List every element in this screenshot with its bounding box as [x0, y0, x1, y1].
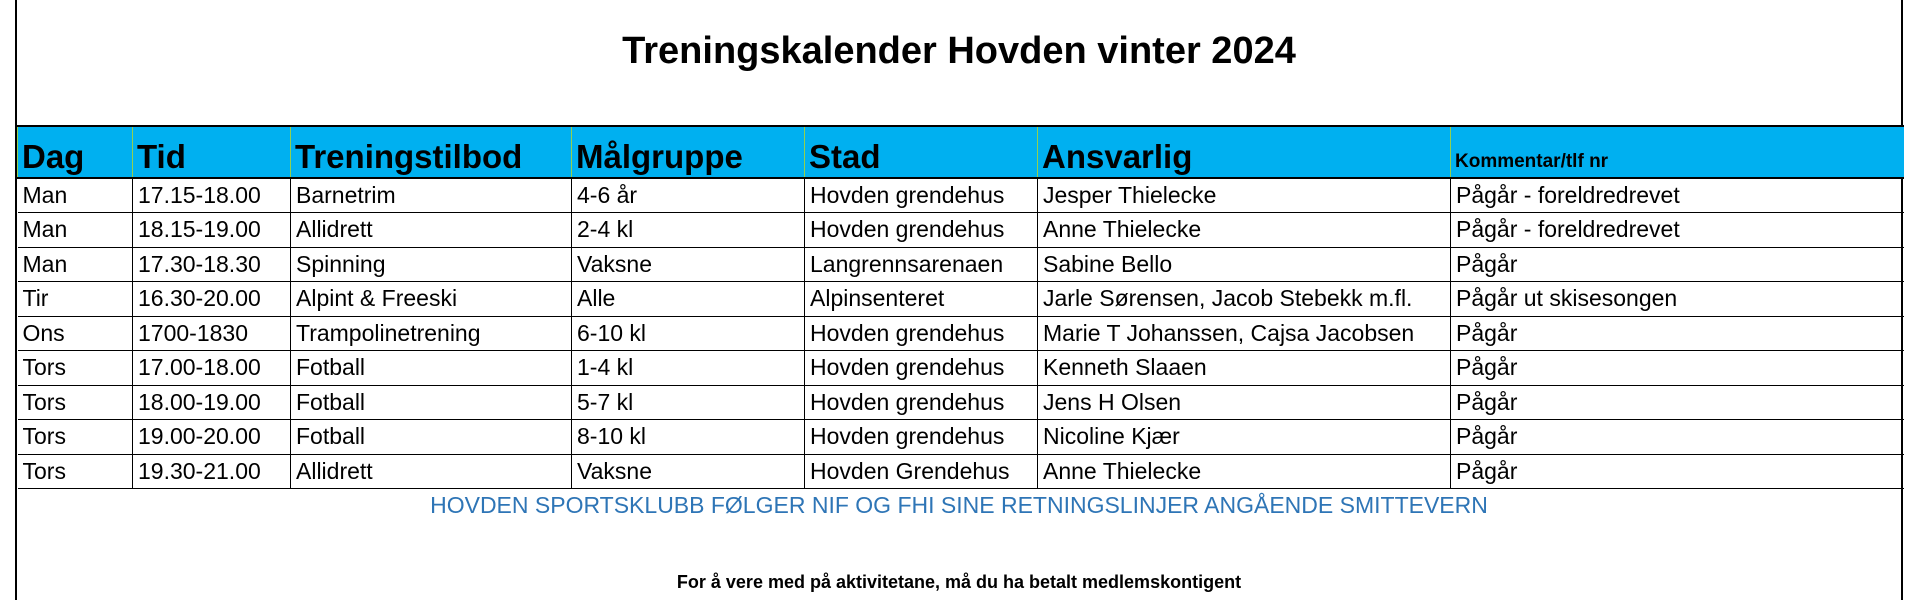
cell-tid: 17.00-18.00: [133, 351, 291, 386]
cell-stad: Hovden Grendehus: [805, 454, 1038, 489]
cell-malgruppe: Alle: [572, 282, 805, 317]
cell-treningstilbod: Barnetrim: [291, 178, 572, 213]
cell-treningstilbod: Alpint & Freeski: [291, 282, 572, 317]
cell-kommentar: Pågår: [1451, 420, 1904, 455]
cell-dag: Ons: [18, 316, 133, 351]
cell-tid: 18.00-19.00: [133, 385, 291, 420]
cell-ansvarlig: Jesper Thielecke: [1038, 178, 1451, 213]
cell-dag: Man: [18, 213, 133, 248]
cell-treningstilbod: Trampolinetrening: [291, 316, 572, 351]
cell-dag: Man: [18, 178, 133, 213]
cell-malgruppe: Vaksne: [572, 247, 805, 282]
cell-stad: Hovden grendehus: [805, 316, 1038, 351]
cell-malgruppe: 2-4 kl: [572, 213, 805, 248]
cell-malgruppe: 5-7 kl: [572, 385, 805, 420]
cell-malgruppe: 1-4 kl: [572, 351, 805, 386]
header-stad: Stad: [805, 126, 1038, 178]
cell-dag: Tors: [18, 385, 133, 420]
cell-dag: Tors: [18, 454, 133, 489]
table-row: [18, 247, 1904, 282]
cell-ansvarlig: Jens H Olsen: [1038, 385, 1451, 420]
cell-stad: Hovden grendehus: [805, 385, 1038, 420]
table-row: [18, 282, 1904, 317]
cell-dag: Tors: [18, 420, 133, 455]
cell-kommentar: Pågår: [1451, 316, 1904, 351]
cell-tid: 18.15-19.00: [133, 213, 291, 248]
cell-kommentar: Pågår ut skisesongen: [1451, 282, 1904, 317]
header-tid: Tid: [133, 126, 291, 178]
cell-kommentar: Pågår: [1451, 454, 1904, 489]
table-header-row: [18, 126, 1904, 178]
cell-treningstilbod: Fotball: [291, 385, 572, 420]
cell-tid: 17.30-18.30: [133, 247, 291, 282]
smittevern-notice: HOVDEN SPORTSKLUBB FØLGER NIF OG FHI SINE RETNINGSLINJER ANGÅENDE SMITTEVERN: [430, 492, 1488, 518]
cell-dag: Tors: [18, 351, 133, 386]
cell-treningstilbod: Spinning: [291, 247, 572, 282]
cell-kommentar: Pågår - foreldredrevet: [1451, 213, 1904, 248]
table-row: [18, 316, 1904, 351]
membership-footer: For å vere med på aktivitetane, må du ha betalt medlemskontigent: [676, 572, 1242, 592]
cell-kommentar: Pågår - foreldredrevet: [1451, 178, 1904, 213]
header-malgruppe: Målgruppe: [572, 126, 805, 178]
cell-treningstilbod: Allidrett: [291, 454, 572, 489]
cell-malgruppe: 8-10 kl: [572, 420, 805, 455]
table-row: [18, 178, 1904, 213]
schedule-table: [17, 125, 1904, 489]
calendar-sheet: [15, 0, 1903, 600]
cell-kommentar: Pågår: [1451, 385, 1904, 420]
page-title: Treningskalender Hovden vinter 2024: [622, 30, 1296, 72]
cell-treningstilbod: Fotball: [291, 420, 572, 455]
cell-tid: 16.30-20.00: [133, 282, 291, 317]
cell-treningstilbod: Allidrett: [291, 213, 572, 248]
cell-tid: 1700-1830: [133, 316, 291, 351]
cell-ansvarlig: Jarle Sørensen, Jacob Stebekk m.fl.: [1038, 282, 1451, 317]
cell-tid: 19.00-20.00: [133, 420, 291, 455]
header-dag: Dag: [18, 126, 133, 178]
cell-stad: Alpinsenteret: [805, 282, 1038, 317]
cell-ansvarlig: Sabine Bello: [1038, 247, 1451, 282]
cell-ansvarlig: Nicoline Kjær: [1038, 420, 1451, 455]
cell-dag: Man: [18, 247, 133, 282]
cell-kommentar: Pågår: [1451, 247, 1904, 282]
table-row: [18, 454, 1904, 489]
table-row: [18, 420, 1904, 455]
cell-stad: Langrennsarenaen: [805, 247, 1038, 282]
cell-malgruppe: 6-10 kl: [572, 316, 805, 351]
table-row: [18, 213, 1904, 248]
cell-stad: Hovden grendehus: [805, 213, 1038, 248]
cell-stad: Hovden grendehus: [805, 420, 1038, 455]
header-treningstilbod: Treningstilbod: [291, 126, 572, 178]
cell-tid: 17.15-18.00: [133, 178, 291, 213]
cell-stad: Hovden grendehus: [805, 178, 1038, 213]
table-row: [18, 385, 1904, 420]
header-kommentar: Kommentar/tlf nr: [1451, 126, 1904, 178]
table-row: [18, 351, 1904, 386]
cell-ansvarlig: Anne Thielecke: [1038, 454, 1451, 489]
cell-ansvarlig: Kenneth Slaaen: [1038, 351, 1451, 386]
cell-tid: 19.30-21.00: [133, 454, 291, 489]
cell-dag: Tir: [18, 282, 133, 317]
cell-malgruppe: Vaksne: [572, 454, 805, 489]
cell-kommentar: Pågår: [1451, 351, 1904, 386]
cell-treningstilbod: Fotball: [291, 351, 572, 386]
cell-stad: Hovden grendehus: [805, 351, 1038, 386]
cell-ansvarlig: Anne Thielecke: [1038, 213, 1451, 248]
cell-ansvarlig: Marie T Johanssen, Cajsa Jacobsen: [1038, 316, 1451, 351]
cell-malgruppe: 4-6 år: [572, 178, 805, 213]
header-ansvarlig: Ansvarlig: [1038, 126, 1451, 178]
